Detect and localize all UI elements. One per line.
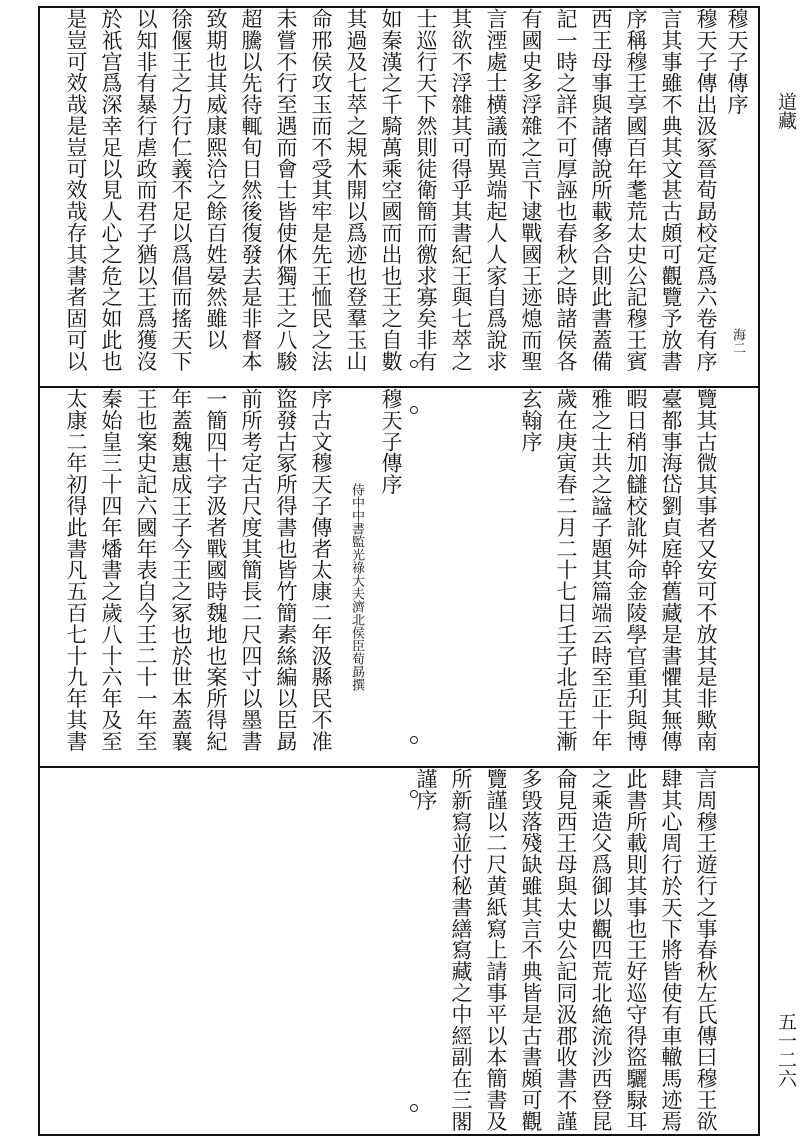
text-column: 此書所載則其事也王好巡守得盜驪騄耳 bbox=[624, 768, 648, 1132]
header-right: 海二 bbox=[730, 328, 745, 354]
text-column: 徐偃王之力行仁義不足以爲倡而搖天下 bbox=[169, 8, 193, 372]
author-line: 侍中中書監光祿大夫濟北侯臣荀勗撰 bbox=[349, 483, 364, 691]
text-column: 記一時之詳不可厚誣也春秋之時諸侯各 bbox=[554, 8, 578, 372]
text-column: 王也案史記六國年表自今王二十一年至 bbox=[134, 388, 158, 752]
text-column: 前所考定古尺度其簡長二尺四寸以墨書 bbox=[239, 388, 263, 752]
collation-circle bbox=[410, 1104, 418, 1112]
lower-register bbox=[40, 768, 758, 1134]
text-column: 臺都事海岱劉貞庭幹舊藏是書懼其無傳 bbox=[659, 388, 683, 752]
text-column: 之乘造父爲御以觀四荒北絶流沙西登昆 bbox=[589, 768, 613, 1132]
middle-register bbox=[40, 388, 758, 766]
text-column: 多毁落殘缺雖其言不典皆是古書頗可觀 bbox=[519, 768, 543, 1132]
text-column: 致期也其威康熙洽之餘百姓晏然雖以 bbox=[204, 8, 228, 351]
text-column: 覽其古微其事者又安可不放其是非歟南 bbox=[694, 388, 718, 752]
text-column: 年蓋魏惠成王子今王之冢也於世本蓋襄 bbox=[169, 388, 193, 752]
text-column: 以知非有暴行虐政而君子猶以王爲獲沒 bbox=[134, 8, 158, 372]
text-column: 穆天子傳出汲冢晉荀勗校定爲六卷有序 bbox=[694, 8, 718, 372]
text-column: 西王母事與諸傳說所載多合則此書蓋備 bbox=[589, 8, 613, 372]
text-column: 太康二年初得此書凡五百七十九年其書 bbox=[64, 388, 88, 752]
text-column: 言其事雖不典其文甚古頗可觀覽予放書 bbox=[659, 8, 683, 372]
text-column: 其過及七萃之規木開以爲迹也登羣玉山 bbox=[344, 8, 368, 372]
text-column: 於祇宫爲深幸足以見人心之危之如此也 bbox=[99, 8, 123, 372]
text-column: 序古文穆天子傳者太康二年汲縣民不准 bbox=[309, 388, 333, 752]
text-column: 士巡行天下然則徒衛簡而徼求寡矣非有 bbox=[414, 8, 438, 372]
text-column: 如秦漢之千騎萬乘空國而出也王之自數 bbox=[379, 8, 403, 372]
collation-circle bbox=[410, 360, 418, 368]
text-column: 暇日稍加讎校訛舛命金陵學官重刋與博 bbox=[624, 388, 648, 752]
collation-circle bbox=[410, 406, 418, 414]
text-column: 命邢侯攻玉而不受其牢是先王恤民之法 bbox=[309, 8, 333, 372]
collation-circle bbox=[410, 736, 418, 744]
collation-circle bbox=[410, 790, 418, 798]
blank-column bbox=[481, 388, 511, 766]
page-number: 五一二六 bbox=[775, 1012, 797, 1088]
text-column: 是豈可效哉是豈可效哉存其書者固可以 bbox=[64, 8, 88, 372]
text-column: 序稱穆王享國百年耄荒太史公記穆王賓 bbox=[624, 8, 648, 372]
signature-column: 玄翰序 bbox=[519, 388, 543, 453]
closing-column: 謹序 bbox=[414, 768, 438, 811]
text-column: 侖見西王母與太史公記同汲郡收書不謹 bbox=[554, 768, 578, 1132]
text-column: 有國史多浮雜之言下逮戰國王迹熄而聖 bbox=[519, 8, 543, 372]
upper-register bbox=[40, 8, 758, 386]
section-title: 穆天子傳序 bbox=[379, 388, 403, 495]
text-column: 歲在庚寅春二月二十七日壬子北岳王漸 bbox=[554, 388, 578, 752]
text-column: 秦始皇三十四年燔書之歲八十六年及至 bbox=[99, 388, 123, 752]
text-column: 雅之士共之諡子題其篇端云時至正十年 bbox=[589, 388, 613, 752]
collection-title: 道藏 bbox=[775, 92, 797, 130]
text-column: 一簡四十字汲者戰國時魏地也案所得紀 bbox=[204, 388, 228, 752]
text-column: 所新寫並付秘書繕寫藏之中經副在三閣 bbox=[449, 768, 473, 1132]
text-column: 其欲不浮雜其可得乎其書紀王與七萃之 bbox=[449, 8, 473, 372]
text-column: 言周穆王遊行之事春秋左氏傳曰穆王欲 bbox=[694, 768, 718, 1132]
text-column: 肆其心周行於天下將皆使有車轍馬迹焉 bbox=[659, 768, 683, 1132]
page-frame bbox=[38, 6, 760, 1136]
text-column: 未嘗不行至遇而會士皆使休獨王之八駿 bbox=[274, 8, 298, 372]
text-column: 言湮處士横議而異端起人人家自爲說求 bbox=[484, 8, 508, 372]
text-column: 穆天子傳序 bbox=[725, 8, 749, 115]
text-column: 盜發古冢所得書也皆竹簡素絲編以臣勗 bbox=[274, 388, 298, 752]
text-column: 覽謹以二尺黄紙寫上請事平以本簡書及 bbox=[484, 768, 508, 1132]
text-column: 超騰以先待輒旬日然後復發去是非督本 bbox=[239, 8, 263, 372]
